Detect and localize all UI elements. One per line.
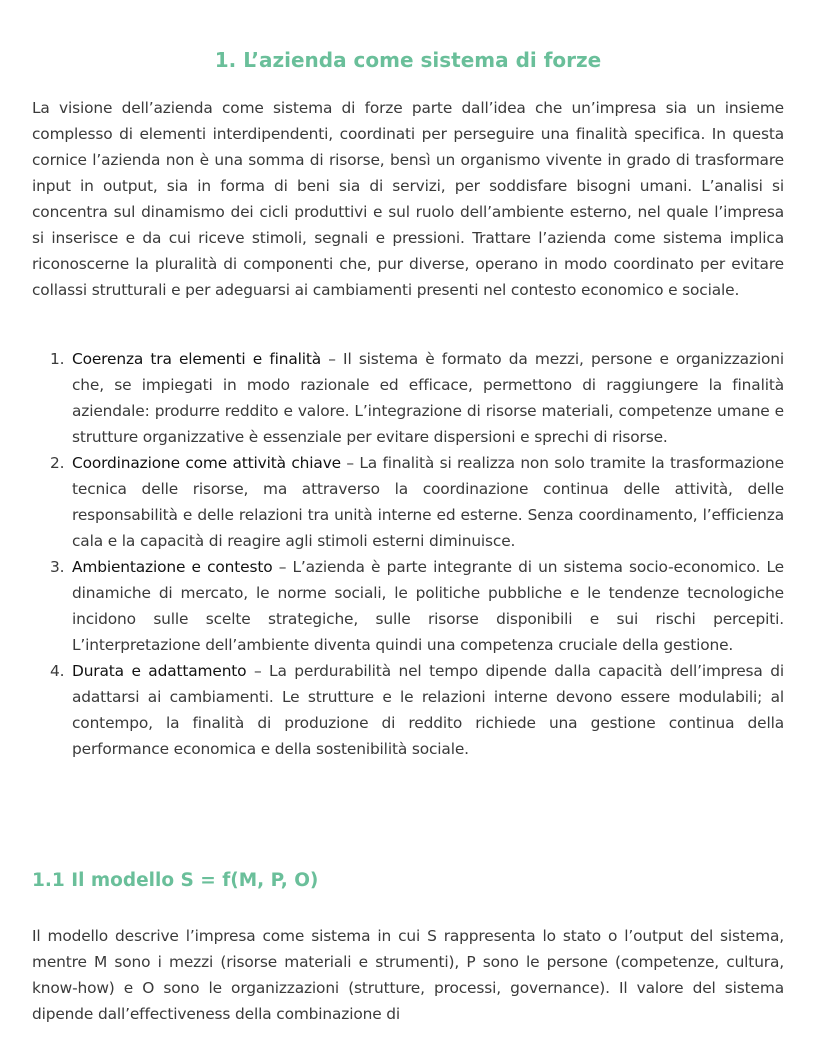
list-item-term: Ambientazione e contesto bbox=[72, 558, 273, 576]
list-item-term: Coordinazione come attività chiave bbox=[72, 454, 341, 472]
list-item-text: – Il sistema è formato da mezzi, persone e organizzazioni che, se impiegati in modo razionale ed efficace, permettono di raggiungere la finalità aziendale: produrre reddito e valore. L’integrazione di risorse materiali, competenze umane e strutture organizzative è essenziale per evitare dispersioni e sprechi di risorse. bbox=[72, 350, 785, 446]
intro-paragraph: La visione dell’azienda come sistema di forze parte dall’idea che un’impresa sia un insieme complesso di elementi interdipendenti, coordinati per perseguire una finalità specifica. In questa cornice l’azienda non è una somma di risorse, bensì un organismo vivente in grado di trasformare input in output, sia in forma di beni sia di servizi, per soddisfare bisogni umani. L’analisi si concentra sul dinamismo dei cicli produttivi e sul ruolo dell’ambiente esterno, nel quale l’impresa si inserisce e da cui riceve stimoli, segnali e pressioni. Trattare l’azienda come sistema implica riconoscerne la pluralità di componenti che, pur diverse, operano in modo coordinato per evitare collassi strutturali e per adeguarsi ai cambiamenti presenti nel contesto economico e sociale. bbox=[32, 99, 784, 299]
list-item-text: – L’azienda è parte integrante di un sistema socio-economico. Le dinamiche di mercato, le norme sociali, le politiche pubbliche e le tendenze tecnologiche incidono sulle scelte strategiche, sulle risorse disponibili e sui rischi percepiti. L’interpretazione dell’ambiente diventa quindi una competenza cruciale della gestione. bbox=[72, 558, 784, 654]
list-item-number: 1. bbox=[50, 350, 65, 368]
subsection-title: 1.1 Il modello S = f(M, P, O) bbox=[32, 870, 319, 891]
list-item-number: 2. bbox=[50, 454, 65, 472]
list-item bbox=[32, 450, 784, 554]
list-item-text: – La finalità si realizza non solo tramite la trasformazione tecnica delle risorse, ma attraverso la coordinazione continua delle attività, delle responsabilità e delle relazioni tra unità interne ed esterne. Senza coordinamento, l’efficienza cala e la capacità di reagire agli stimoli esterni diminuisce. bbox=[72, 454, 784, 550]
section-title: 1. L’azienda come sistema di forze bbox=[214, 48, 602, 72]
subsection-paragraph: Il modello descrive l’impresa come sistema in cui S rappresenta lo stato o l’output del sistema, mentre M sono i mezzi (risorse materiali e strumenti), P sono le persone (competenze, cultura, know-how) e O sono le organizzazioni (strutture, processi, governance). Il valore del sistema dipende dall’effectiveness della combinazione di bbox=[32, 927, 784, 1023]
list-item bbox=[32, 554, 784, 658]
list-item bbox=[32, 346, 784, 450]
list-item-number: 3. bbox=[50, 558, 65, 576]
list-item bbox=[32, 658, 784, 762]
list-item-text: – La perdurabilità nel tempo dipende dalla capacità dell’impresa di adattarsi ai cambiamenti. Le strutture e le relazioni interne devono essere modulabili; al contempo, la finalità di produzione di reddito richiede una gestione continua della performance economica e della sostenibilità sociale. bbox=[72, 662, 784, 758]
numbered-list bbox=[32, 346, 784, 762]
list-item-term: Coerenza tra elementi e finalità bbox=[72, 350, 322, 368]
list-item-term: Durata e adattamento bbox=[72, 662, 247, 680]
list-item-number: 4. bbox=[50, 662, 65, 680]
